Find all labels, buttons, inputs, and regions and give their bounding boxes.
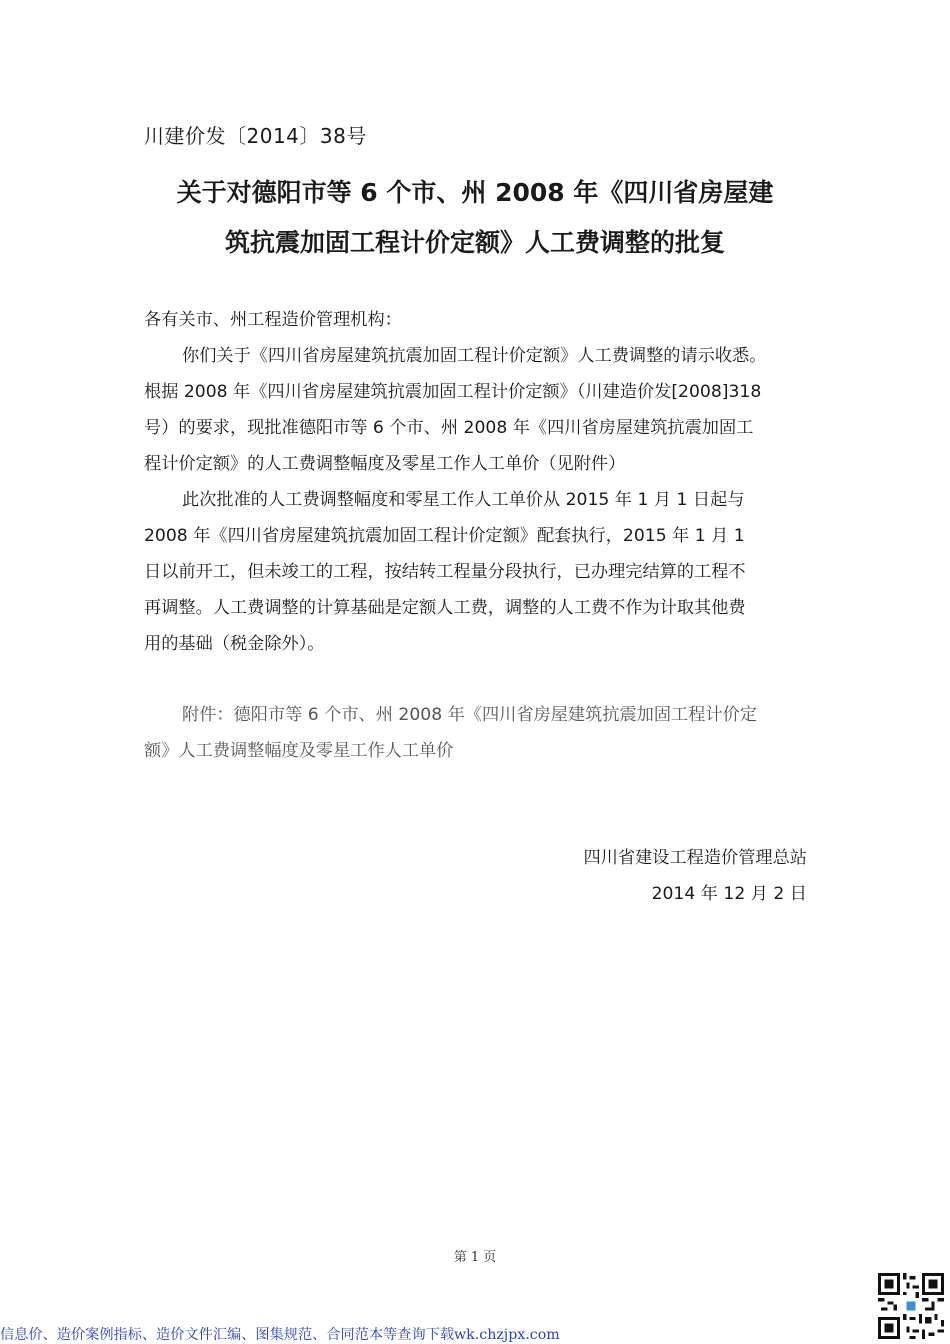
salutation: 各有关市、州工程造价管理机构：: [144, 310, 402, 330]
paragraph-line: 2008 年《四川省房屋建筑抗震加固工程计价定额》配套执行，2015 年 1 月 1: [144, 526, 745, 546]
paragraph-line: 号）的要求，现批准德阳市等 6 个市、州 2008 年《四川省房屋建筑抗震加固工: [144, 418, 754, 438]
attachment-line: 附件：德阳市等 6 个市、州 2008 年《四川省房屋建筑抗震加固工程计价定: [182, 705, 757, 725]
paragraph-line: 日以前开工，但未竣工的工程，按结转工程量分段执行，已办理完结算的工程不: [144, 562, 746, 582]
signature-date: 2014 年 12 月 2 日: [651, 884, 807, 904]
paragraph-approval: [144, 338, 808, 482]
page-number: 第 1 页: [453, 1250, 497, 1265]
title-line-1: 关于对德阳市等 6 个市、州 2008 年《四川省房屋建: [176, 178, 774, 207]
document-number: 川建价发〔2014〕38号: [144, 124, 367, 148]
paragraph-execution: [144, 482, 808, 662]
document-title: [140, 168, 810, 268]
paragraph-line: 你们关于《四川省房屋建筑抗震加固工程计价定额》人工费调整的请示收悉。: [182, 346, 767, 366]
title-line-2: 筑抗震加固工程计价定额》人工费调整的批复: [224, 228, 725, 257]
paragraph-line: 程计价定额》的人工费调整幅度及零星工作人工单价（见附件）: [144, 454, 626, 474]
paragraph-line: 再调整。人工费调整的计算基础是定额人工费，调整的人工费不作为计取其他费: [144, 598, 746, 618]
paragraph-line: 用的基础（税金除外）。: [144, 634, 325, 654]
attachment-line: 额》人工费调整幅度及零星工作人工单价: [144, 741, 454, 761]
qr-code-icon: [878, 1273, 944, 1339]
attachment-note: [144, 697, 808, 769]
paragraph-line: 根据 2008 年《四川省房屋建筑抗震加固工程计价定额》（川建造价发[2008]318: [144, 382, 762, 402]
paragraph-line: 此次批准的人工费调整幅度和零星工作人工单价从 2015 年 1 月 1 日起与: [182, 490, 745, 510]
footer-link[interactable]: 信息价、造价案例指标、造价文件汇编、图集规范、合同范本等查询下载wk.chzjpx.com: [0, 1327, 560, 1343]
signature-organization: 四川省建设工程造价管理总站: [583, 848, 807, 868]
